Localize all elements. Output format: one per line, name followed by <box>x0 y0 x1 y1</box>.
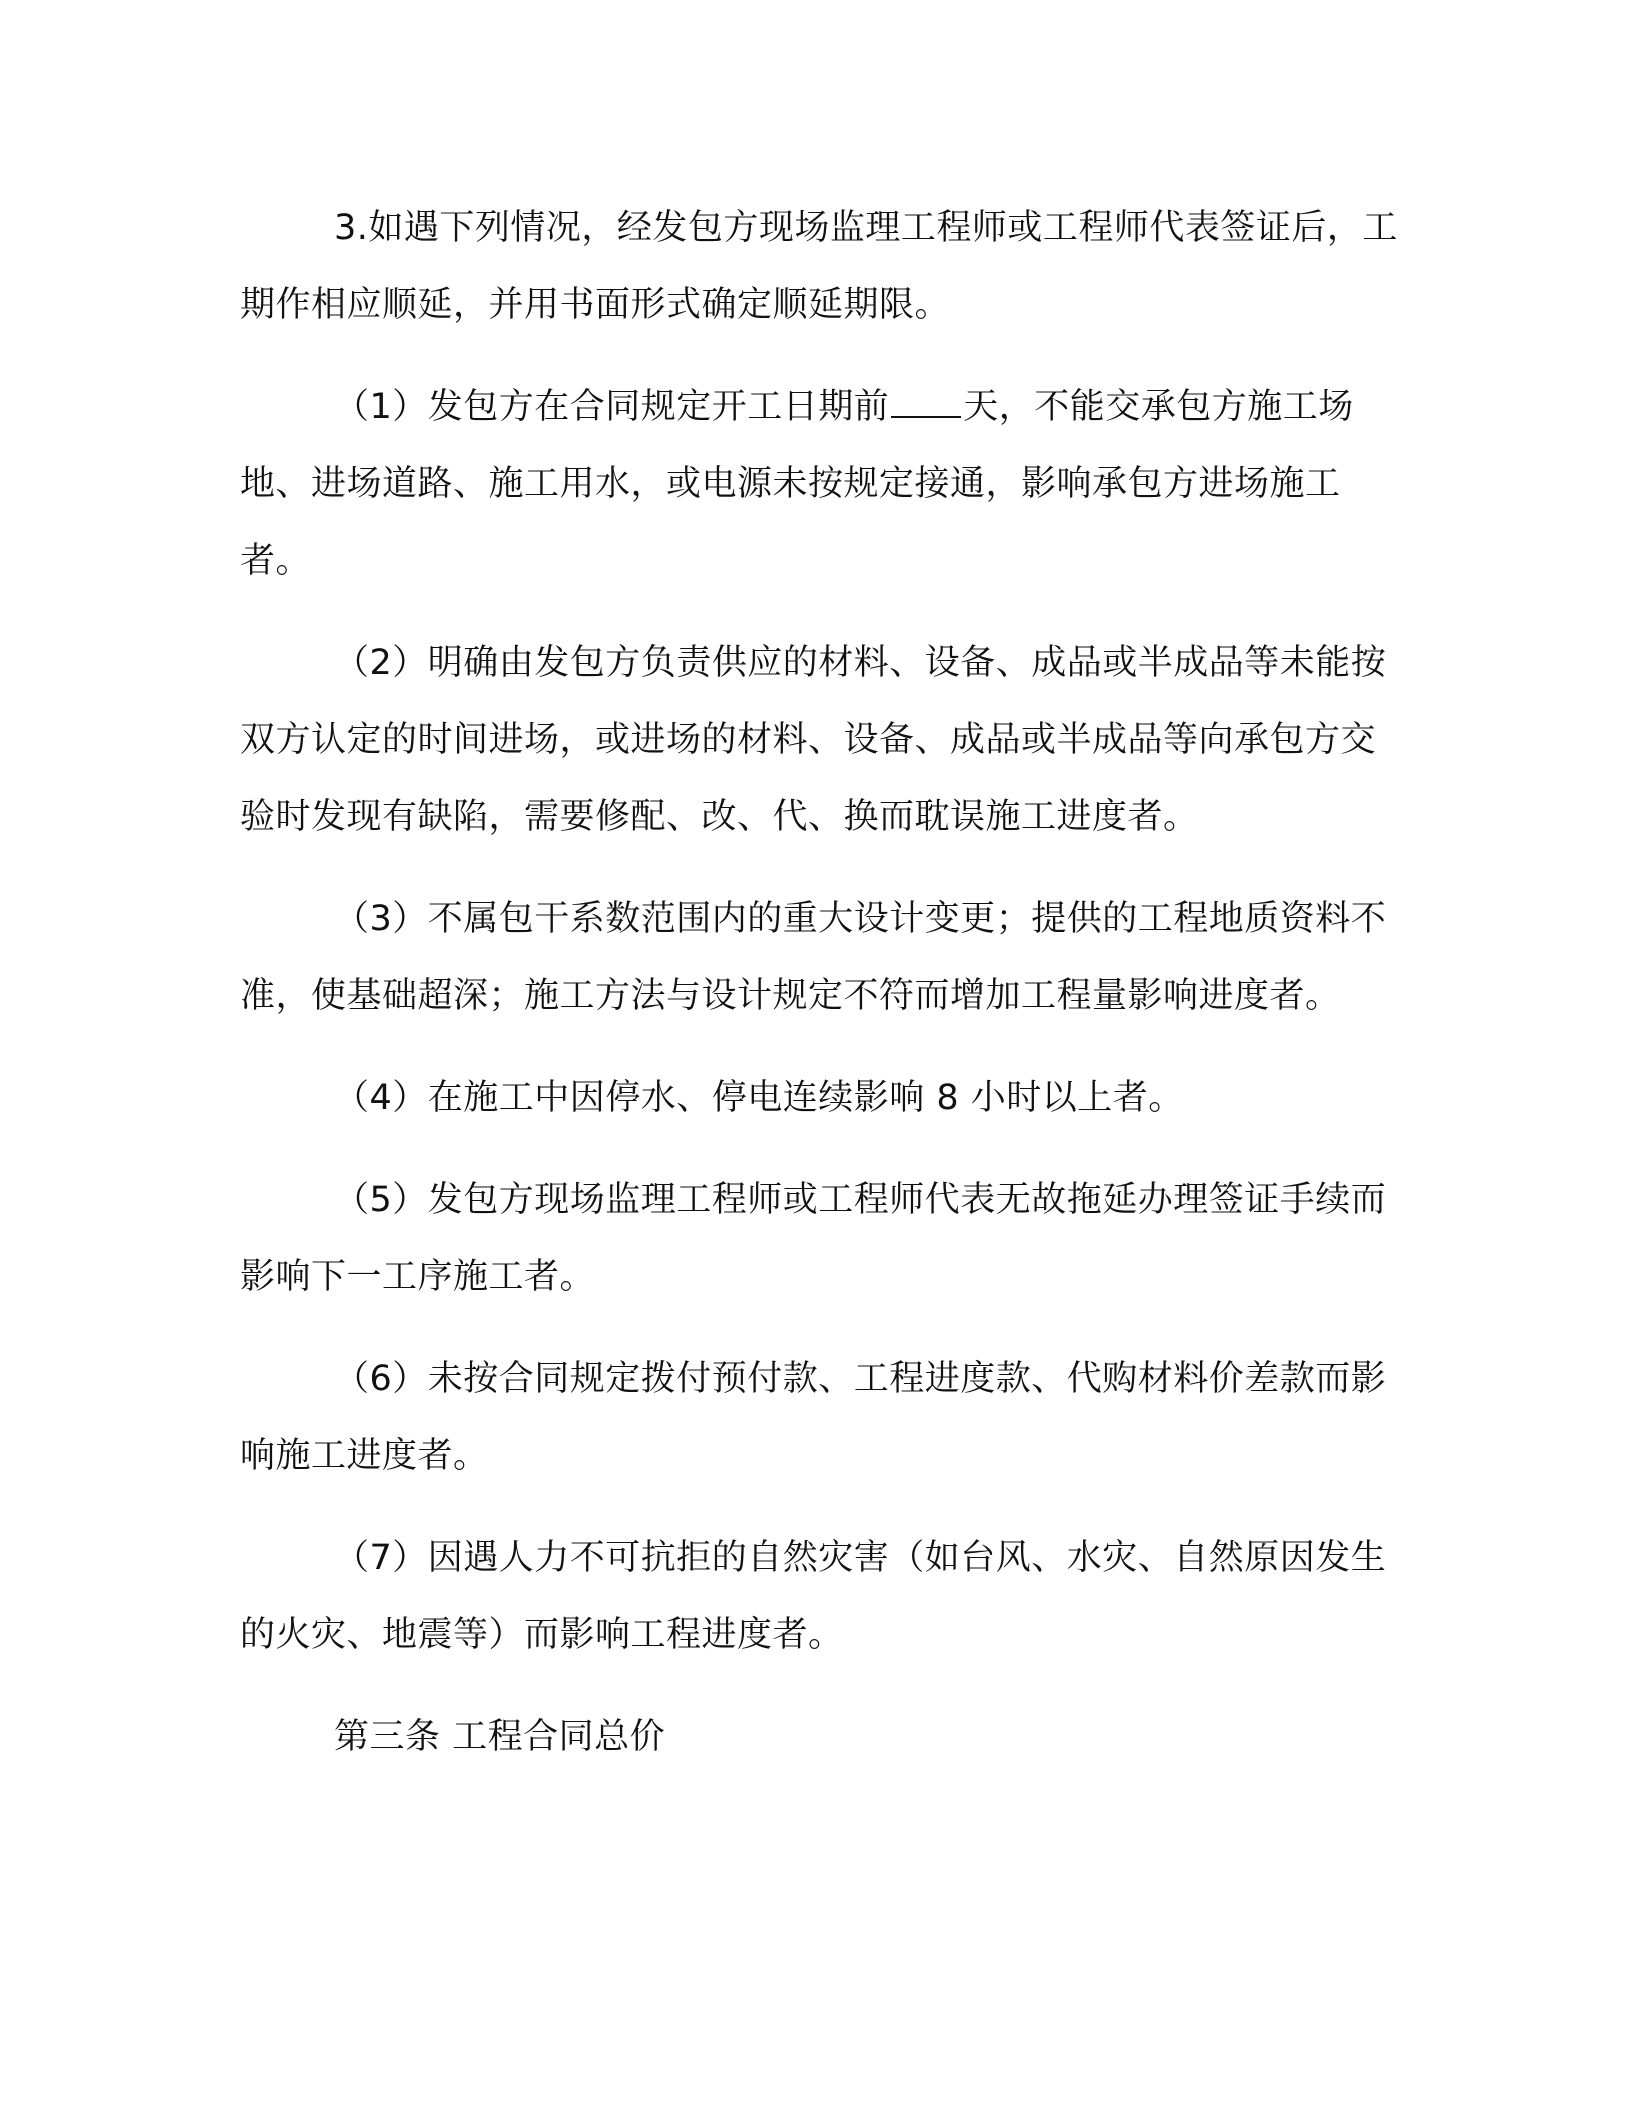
list-item-2: （2）明确由发包方负责供应的材料、设备、成品或半成品等未能按双方认定的时间进场，或进场的材料、设备、成品或半成品等向承包方交验时发现有缺陷，需要修配、改、代、换而耽误施工进度者。 <box>240 643 1387 837</box>
list-item-7: （7）因遇人力不可抗拒的自然灾害（如台风、水灾、自然原因发生的火灾、地震等）而影响工程进度者。 <box>240 1538 1387 1655</box>
list-item-6: （6）未按合同规定拨付预付款、工程进度款、代购材料价差款而影响施工进度者。 <box>240 1359 1387 1476</box>
document-body <box>240 190 1400 1811</box>
list-item-3: （3）不属包干系数范围内的重大设计变更；提供的工程地质资料不准，使基础超深；施工方法与设计规定不符而增加工程量影响进度者。 <box>240 899 1387 1016</box>
section-heading: 第三条 工程合同总价 <box>334 1717 666 1757</box>
paragraph-3: 3.如遇下列情况，经发包方现场监理工程师或工程师代表签证后，工期作相应顺延，并用书面形式确定顺延期限。 <box>240 208 1398 325</box>
list-item-1-text-before: （1）发包方在合同规定开工日期前 <box>334 387 890 427</box>
list-item-1-text-after: 天，不能交承包方施工场地、进场道路、施工用水，或电源未按规定接通，影响承包方进场施工者。 <box>240 387 1354 581</box>
list-item-5: （5）发包方现场监理工程师或工程师代表无故拖延办理签证手续而影响下一工序施工者。 <box>240 1180 1387 1297</box>
list-item-4: （4）在施工中因停水、停电连续影响 8 小时以上者。 <box>334 1078 1184 1118</box>
blank-days-field <box>891 386 961 418</box>
list-item-1 <box>240 369 1400 600</box>
